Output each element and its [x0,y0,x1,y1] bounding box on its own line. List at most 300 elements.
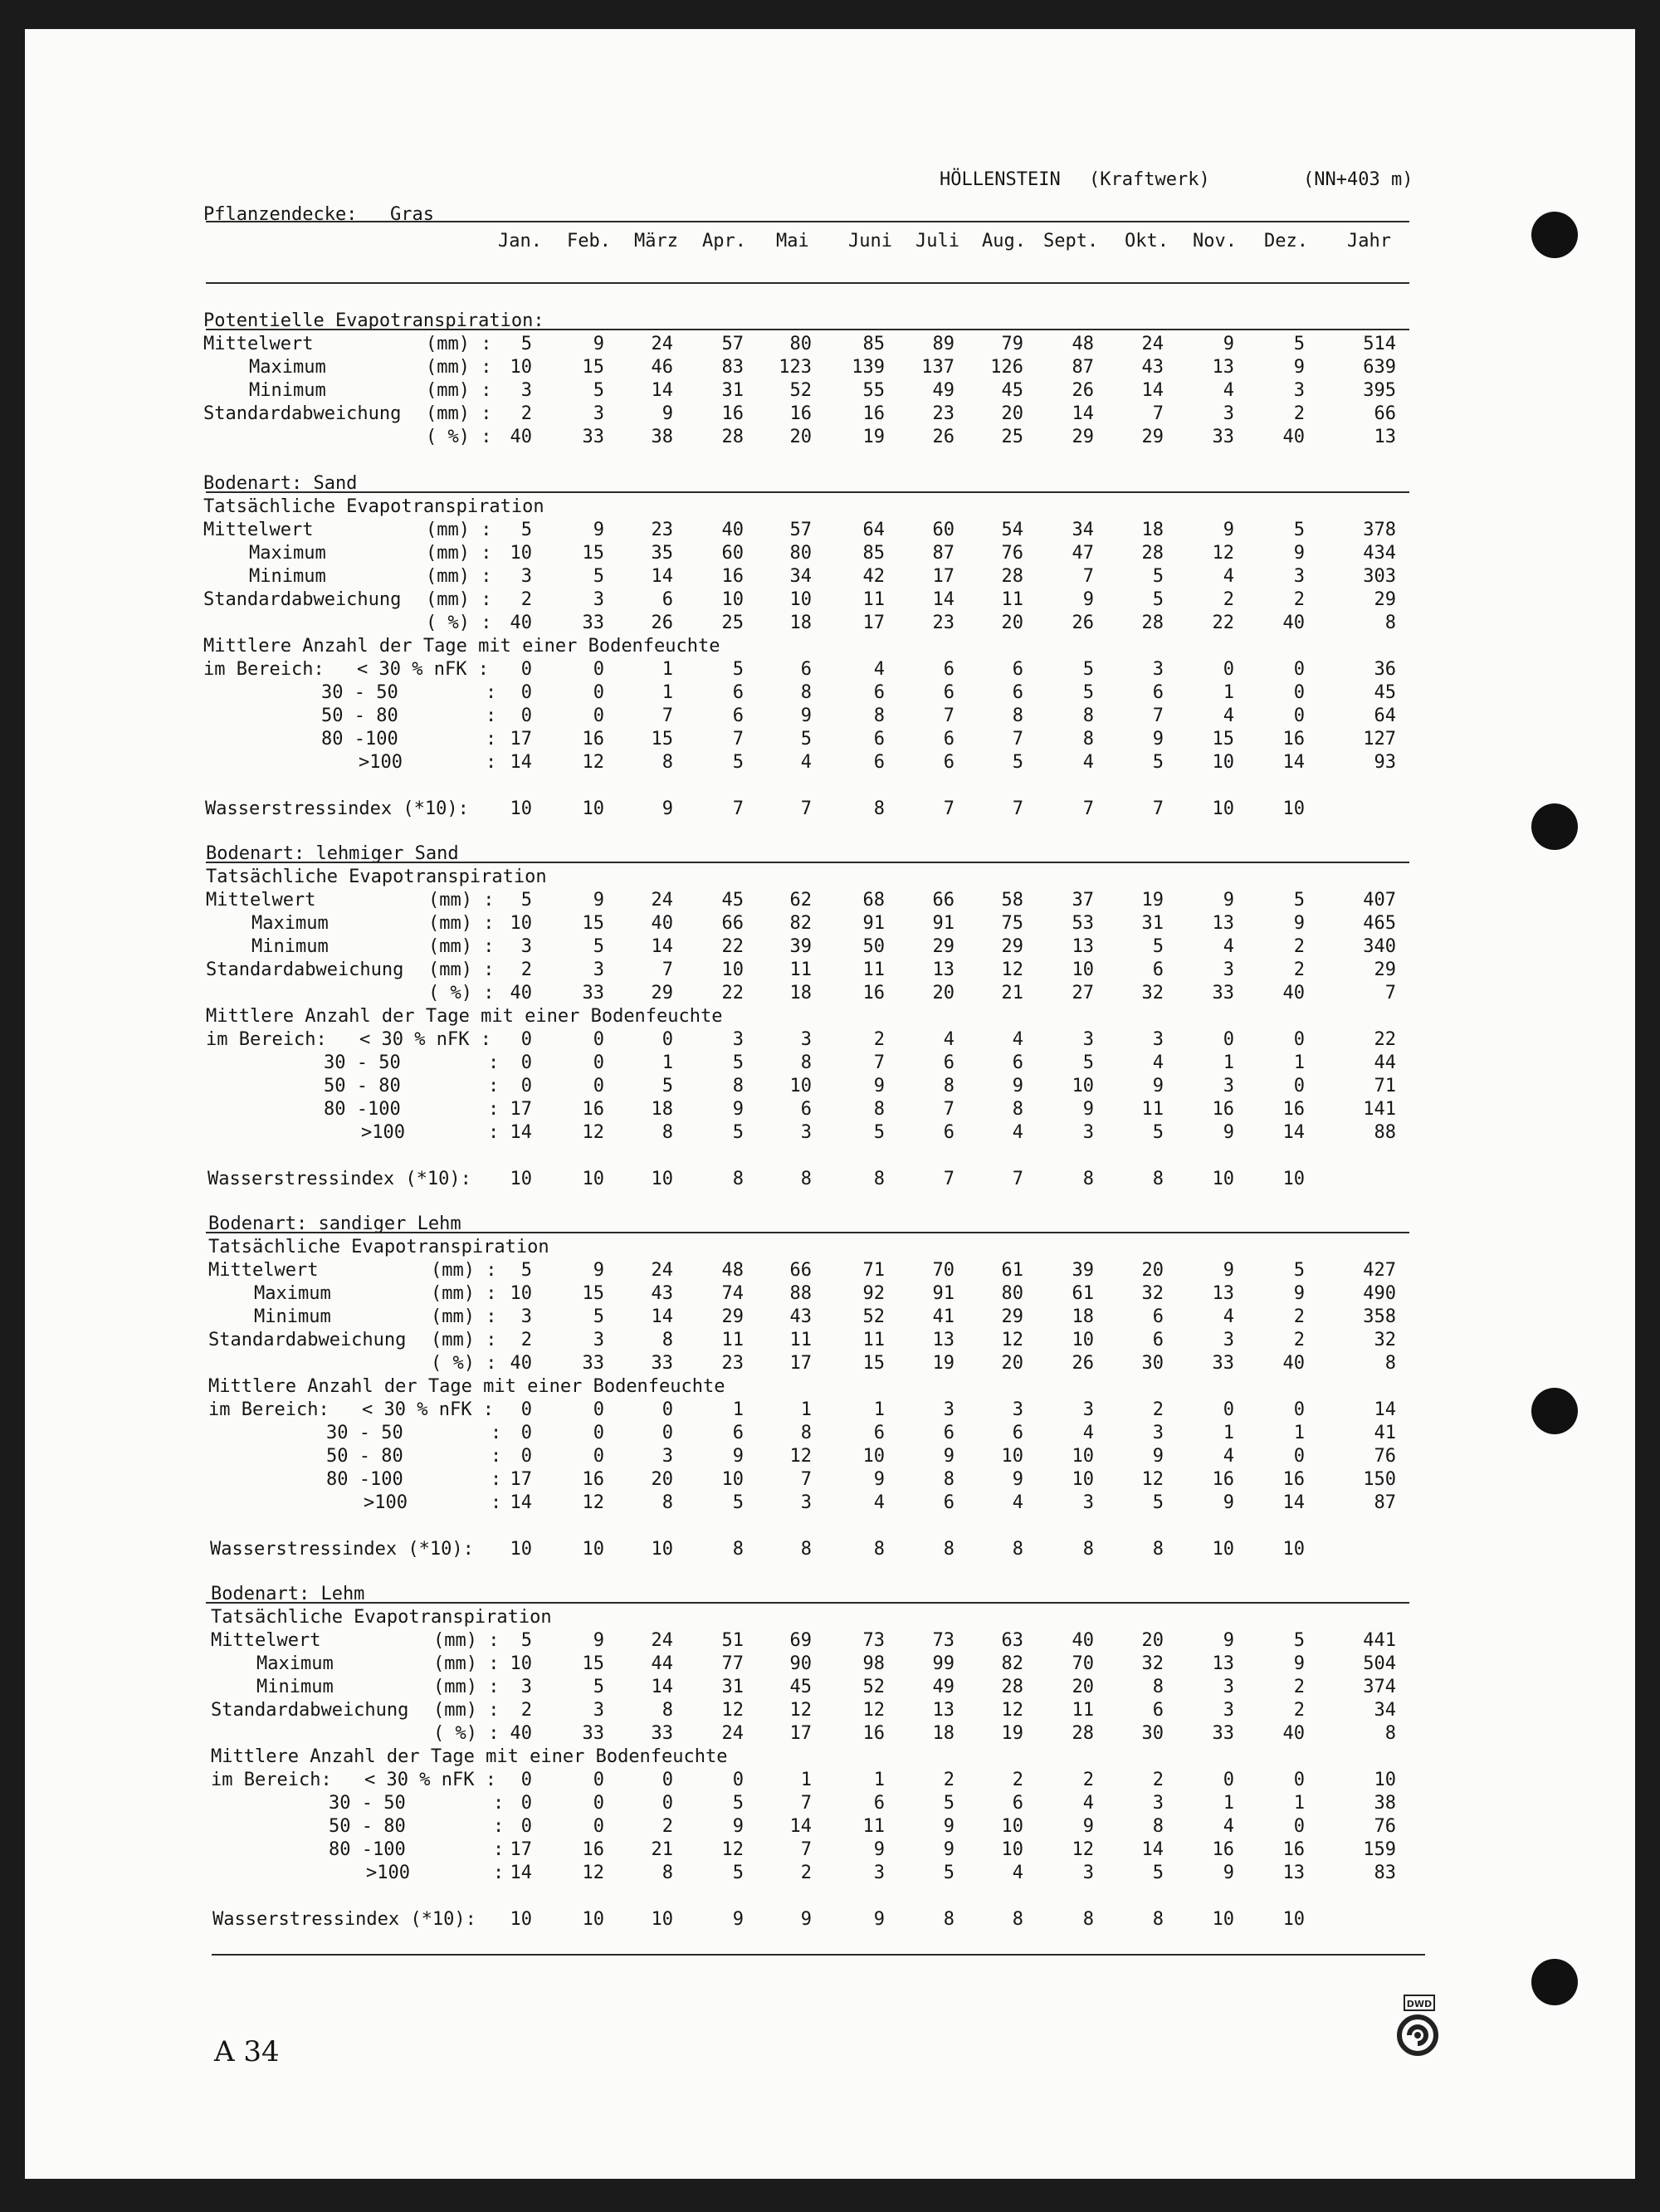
table-cell: 3 [1223,1330,1234,1350]
table-cell: 9 [593,890,604,911]
range-label: < 30 % nFK : [359,1029,491,1050]
table-cell: 10 [510,798,532,819]
table-cell: 20 [1001,1353,1023,1374]
range-colon: : [488,1099,500,1120]
table-cell: 0 [1223,659,1234,680]
row-label: Minimum [251,936,329,957]
table-cell: 39 [1072,1260,1094,1281]
table-cell: 4 [1082,1423,1094,1443]
table-cell: 8 [1152,1677,1164,1697]
station-note: (Kraftwerk) [1089,169,1210,190]
table-cell: 9 [593,1260,604,1281]
table-cell: 18 [651,1099,673,1120]
table-cell: 10 [721,960,744,980]
table-cell: 30 [1141,1723,1164,1744]
table-cell: 8 [1384,1723,1396,1744]
table-cell: 40 [1282,983,1305,1003]
table-cell: 32 [1141,1283,1164,1304]
table-cell: 21 [1001,983,1023,1003]
table-cell: 9 [800,706,812,726]
table-cell: 31 [721,380,744,401]
table-cell: 5 [1152,1122,1164,1143]
table-cell: 11 [862,1330,885,1350]
table-cell: 0 [520,1399,532,1420]
table-cell: 6 [1012,682,1023,703]
days-row [0,1770,1660,1793]
range-label: 50 - 80 [324,1076,401,1096]
table-cell: 61 [1001,1260,1023,1281]
table-row [0,1306,1660,1330]
page-number: A 34 [214,2035,280,2068]
table-cell: 50 [862,936,885,957]
table-cell: 5 [520,1630,532,1651]
table-cell: 123 [779,357,812,378]
table-row [0,890,1660,913]
table-cell: 7 [662,960,673,980]
table-cell: 4 [1012,1122,1023,1143]
table-cell: 66 [789,1260,812,1281]
table-cell: 33 [582,613,604,633]
table-cell: 34 [1374,1700,1396,1721]
column-header: Jan. [498,231,542,251]
row-unit: ( %) : [426,613,492,633]
table-cell: 5 [1152,936,1164,957]
table-cell: 9 [662,798,673,819]
table-cell: 6 [1152,1306,1164,1327]
table-cell: 15 [582,1283,604,1304]
table-cell: 33 [1212,1353,1234,1374]
days-row [0,1099,1660,1122]
table-cell: 91 [932,913,954,934]
table-row [0,1700,1660,1723]
table-row [0,1677,1660,1700]
table-cell: 504 [1363,1653,1396,1674]
table-row [0,1283,1660,1306]
table-cell: 14 [789,1816,812,1837]
table-cell: 0 [1293,1399,1305,1420]
table-cell: 4 [1223,566,1234,587]
table-cell: 45 [721,890,744,911]
table-cell: 10 [789,589,812,610]
et-title: Tatsächliche Evapotranspiration [206,867,547,887]
table-cell: 85 [862,543,885,564]
table-cell: 22 [721,936,744,957]
table-cell: 0 [662,1029,673,1050]
table-cell: 17 [510,1839,532,1860]
table-cell: 29 [1001,1306,1023,1327]
table-cell: 0 [520,659,532,680]
table-cell: 3 [1082,1863,1094,1883]
table-cell: 9 [1293,1653,1305,1674]
soil-title: Bodenart: Sand [203,473,358,494]
column-header: Dez. [1264,231,1308,251]
table-cell: 10 [1001,1839,1023,1860]
range-label: 80 -100 [324,1099,401,1120]
table-cell: 66 [932,890,954,911]
table-cell: 15 [862,1353,885,1374]
table-cell: 9 [1152,729,1164,750]
table-cell: 10 [651,1909,673,1930]
table-cell: 31 [721,1677,744,1697]
table-cell: 5 [732,659,744,680]
table-cell: 12 [1141,1469,1164,1490]
table-cell: 5 [520,1260,532,1281]
table-cell: 4 [1152,1052,1164,1073]
table-cell: 5 [1152,752,1164,773]
table-row [0,936,1660,960]
table-cell: 8 [1082,1539,1094,1560]
table-cell: 1 [662,659,673,680]
range-colon: : [491,1492,502,1513]
table-cell: 12 [582,1492,604,1513]
row-label: Minimum [249,566,326,587]
table-cell: 91 [862,913,885,934]
days-row [0,1816,1660,1839]
table-cell: 16 [1212,1839,1234,1860]
days-row [0,1029,1660,1052]
row-label: Maximum [256,1653,334,1674]
table-cell: 16 [582,729,604,750]
table-cell: 16 [789,403,812,424]
table-cell: 10 [1282,1169,1305,1189]
table-cell: 9 [943,1839,954,1860]
table-cell: 2 [1293,960,1305,980]
table-cell: 6 [1012,1793,1023,1814]
table-cell: 13 [932,960,954,980]
range-label: >100 [359,752,403,773]
table-cell: 3 [1152,1029,1164,1050]
table-cell: 3 [593,960,604,980]
soil-title: Bodenart: Lehm [211,1584,365,1604]
column-header: Sept. [1043,231,1099,251]
days-title-row [0,1376,1660,1399]
table-row [0,380,1660,403]
table-cell: 14 [1282,752,1305,773]
table-cell: 6 [873,682,885,703]
days-row [0,1469,1660,1492]
table-cell: 38 [651,427,673,447]
table-cell: 0 [593,1770,604,1790]
table-cell: 10 [1212,1539,1234,1560]
table-cell: 33 [1212,427,1234,447]
table-cell: 26 [932,427,954,447]
range-colon: : [493,1863,505,1883]
table-cell: 33 [582,427,604,447]
table-cell: 9 [1152,1076,1164,1096]
table-cell: 2 [1293,1700,1305,1721]
table-cell: 4 [943,1029,954,1050]
table-cell: 6 [943,729,954,750]
table-cell: 1 [732,1399,744,1420]
section-title: Potentielle Evapotranspiration: [203,310,544,331]
range-colon: : [486,682,497,703]
range-label: 80 -100 [329,1839,406,1860]
row-label: Mittelwert [206,890,316,911]
table-row [0,566,1660,589]
table-cell: 70 [1072,1653,1094,1674]
table-cell: 25 [721,613,744,633]
table-cell: 89 [932,334,954,354]
table-cell: 10 [1282,1909,1305,1930]
table-cell: 60 [721,543,744,564]
table-cell: 7 [1152,706,1164,726]
table-cell: 0 [593,1816,604,1837]
table-cell: 40 [1282,427,1305,447]
table-cell: 71 [1374,1076,1396,1096]
row-unit: (mm) : [426,543,492,564]
table-cell: 98 [862,1653,885,1674]
days-title-row [0,1006,1660,1029]
table-cell: 1 [1223,1052,1234,1073]
table-cell: 10 [1374,1770,1396,1790]
table-cell: 28 [1001,1677,1023,1697]
table-cell: 6 [873,729,885,750]
table-cell: 8 [800,1052,812,1073]
table-cell: 6 [1152,960,1164,980]
days-row [0,659,1660,682]
days-prefix: im Bereich: [203,659,325,680]
table-cell: 33 [1212,1723,1234,1744]
table-cell: 3 [1223,1076,1234,1096]
table-cell: 13 [1212,1283,1234,1304]
row-label: Standardabweichung [211,1700,409,1721]
row-label: Maximum [249,543,326,564]
table-cell: 10 [1072,960,1094,980]
table-cell: 19 [1001,1723,1023,1744]
table-cell: 427 [1363,1260,1396,1281]
column-header: Aug. [982,231,1026,251]
table-cell: 2 [1293,1677,1305,1697]
table-cell: 29 [1072,427,1094,447]
svg-text:DWD: DWD [1406,1999,1433,2009]
table-cell: 24 [651,890,673,911]
table-cell: 3 [520,566,532,587]
table-row [0,427,1660,450]
table-cell: 6 [732,706,744,726]
table-cell: 5 [593,1306,604,1327]
range-colon: : [488,1122,500,1143]
table-cell: 17 [510,729,532,750]
table-cell: 29 [1374,589,1396,610]
wsi-row [0,1909,1660,1932]
table-cell: 8 [1082,729,1094,750]
table-cell: 12 [1072,1839,1094,1860]
table-cell: 3 [593,1330,604,1350]
table-cell: 2 [520,1330,532,1350]
table-cell: 43 [651,1283,673,1304]
table-cell: 2 [873,1029,885,1050]
days-row [0,729,1660,752]
table-cell: 88 [789,1283,812,1304]
table-cell: 4 [1223,380,1234,401]
table-cell: 15 [651,729,673,750]
table-cell: 6 [943,682,954,703]
table-cell: 16 [1282,729,1305,750]
table-cell: 8 [943,1076,954,1096]
table-cell: 3 [520,936,532,957]
table-cell: 37 [1072,890,1094,911]
table-cell: 17 [932,566,954,587]
table-cell: 0 [1293,1770,1305,1790]
table-cell: 23 [651,520,673,540]
table-cell: 11 [862,960,885,980]
table-cell: 35 [651,543,673,564]
et-title: Tatsächliche Evapotranspiration [208,1237,549,1257]
table-cell: 5 [732,1793,744,1814]
table-cell: 66 [1374,403,1396,424]
range-label: 50 - 80 [329,1816,406,1837]
table-cell: 10 [1212,1909,1234,1930]
table-row [0,1353,1660,1376]
table-cell: 9 [1293,913,1305,934]
table-cell: 83 [721,357,744,378]
table-cell: 6 [943,1122,954,1143]
row-unit: ( %) : [428,983,495,1003]
table-cell: 18 [789,613,812,633]
table-cell: 14 [510,1492,532,1513]
row-label: Mittelwert [211,1630,321,1651]
table-cell: 8 [873,798,885,819]
table-cell: 4 [1082,1793,1094,1814]
table-cell: 0 [662,1423,673,1443]
table-cell: 12 [789,1446,812,1467]
table-cell: 10 [1212,798,1234,819]
table-cell: 6 [1152,1700,1164,1721]
table-row [0,334,1660,357]
table-cell: 57 [789,520,812,540]
range-colon: : [491,1469,502,1490]
table-cell: 15 [1212,729,1234,750]
table-cell: 29 [1374,960,1396,980]
table-cell: 12 [721,1700,744,1721]
table-cell: 378 [1363,520,1396,540]
table-cell: 93 [1374,752,1396,773]
soil-title: Bodenart: lehmiger Sand [206,843,459,864]
table-cell: 26 [1072,613,1094,633]
table-cell: 10 [1072,1469,1094,1490]
table-cell: 5 [800,729,812,750]
table-cell: 80 [789,543,812,564]
table-cell: 16 [721,403,744,424]
table-cell: 1 [1293,1052,1305,1073]
table-cell: 80 [1001,1283,1023,1304]
row-label: Minimum [256,1677,334,1697]
table-cell: 21 [651,1839,673,1860]
table-cell: 6 [732,1423,744,1443]
table-cell: 9 [732,1816,744,1837]
table-cell: 0 [1293,1029,1305,1050]
table-cell: 8 [873,706,885,726]
soil-title: Bodenart: sandiger Lehm [208,1213,461,1234]
table-cell: 6 [1152,1330,1164,1350]
table-cell: 5 [1152,566,1164,587]
table-cell: 12 [1001,960,1023,980]
table-cell: 4 [1012,1863,1023,1883]
table-cell: 14 [651,380,673,401]
table-cell: 16 [862,983,885,1003]
table-cell: 51 [721,1630,744,1651]
table-cell: 9 [732,1099,744,1120]
row-unit: (mm) : [431,1306,497,1327]
range-colon: : [488,1052,500,1073]
table-cell: 0 [1223,1399,1234,1420]
table-cell: 6 [800,1099,812,1120]
table-cell: 7 [1012,798,1023,819]
table-cell: 5 [732,1122,744,1143]
table-cell: 1 [1223,682,1234,703]
table-cell: 13 [932,1700,954,1721]
et-title-row [0,1607,1660,1630]
table-cell: 7 [1012,1169,1023,1189]
table-cell: 10 [1212,1169,1234,1189]
table-cell: 10 [582,1539,604,1560]
column-header: Feb. [567,231,611,251]
table-cell: 10 [1001,1446,1023,1467]
table-cell: 14 [651,1306,673,1327]
row-unit: (mm) : [433,1653,500,1674]
table-cell: 0 [662,1770,673,1790]
range-colon: : [493,1839,505,1860]
et-title-row [0,867,1660,890]
table-cell: 3 [1082,1029,1094,1050]
table-cell: 1 [873,1399,885,1420]
cover-value: Gras [390,204,434,225]
table-cell: 10 [510,1283,532,1304]
table-cell: 74 [721,1283,744,1304]
table-cell: 9 [873,1909,885,1930]
table-cell: 82 [1001,1653,1023,1674]
table-cell: 8 [800,1423,812,1443]
table-cell: 29 [1141,427,1164,447]
table-cell: 29 [651,983,673,1003]
table-cell: 40 [1282,1723,1305,1744]
table-cell: 5 [1152,1863,1164,1883]
table-cell: 5 [593,936,604,957]
table-cell: 0 [1293,1816,1305,1837]
table-cell: 18 [789,983,812,1003]
table-cell: 3 [1152,659,1164,680]
table-cell: 14 [1141,380,1164,401]
table-cell: 4 [1223,1446,1234,1467]
column-header: Juni [848,231,892,251]
table-cell: 76 [1374,1446,1396,1467]
table-cell: 8 [662,1330,673,1350]
table-cell: 33 [651,1353,673,1374]
table-cell: 16 [1282,1839,1305,1860]
table-cell: 9 [1223,1863,1234,1883]
table-cell: 8 [800,1539,812,1560]
column-header-row [0,231,1660,254]
wsi-row [0,1169,1660,1192]
table-cell: 6 [1012,1052,1023,1073]
table-cell: 6 [732,682,744,703]
table-cell: 6 [943,659,954,680]
table-cell: 2 [1152,1399,1164,1420]
row-unit: ( %) : [431,1353,497,1374]
table-cell: 16 [582,1839,604,1860]
table-cell: 10 [1212,752,1234,773]
column-header: Jahr [1347,231,1391,251]
table-cell: 0 [1293,1076,1305,1096]
table-cell: 3 [1082,1492,1094,1513]
table-cell: 41 [932,1306,954,1327]
table-cell: 28 [1141,543,1164,564]
row-unit: (mm) : [428,960,495,980]
table-cell: 52 [862,1677,885,1697]
table-cell: 6 [873,1793,885,1814]
table-cell: 9 [1293,357,1305,378]
table-cell: 33 [582,983,604,1003]
